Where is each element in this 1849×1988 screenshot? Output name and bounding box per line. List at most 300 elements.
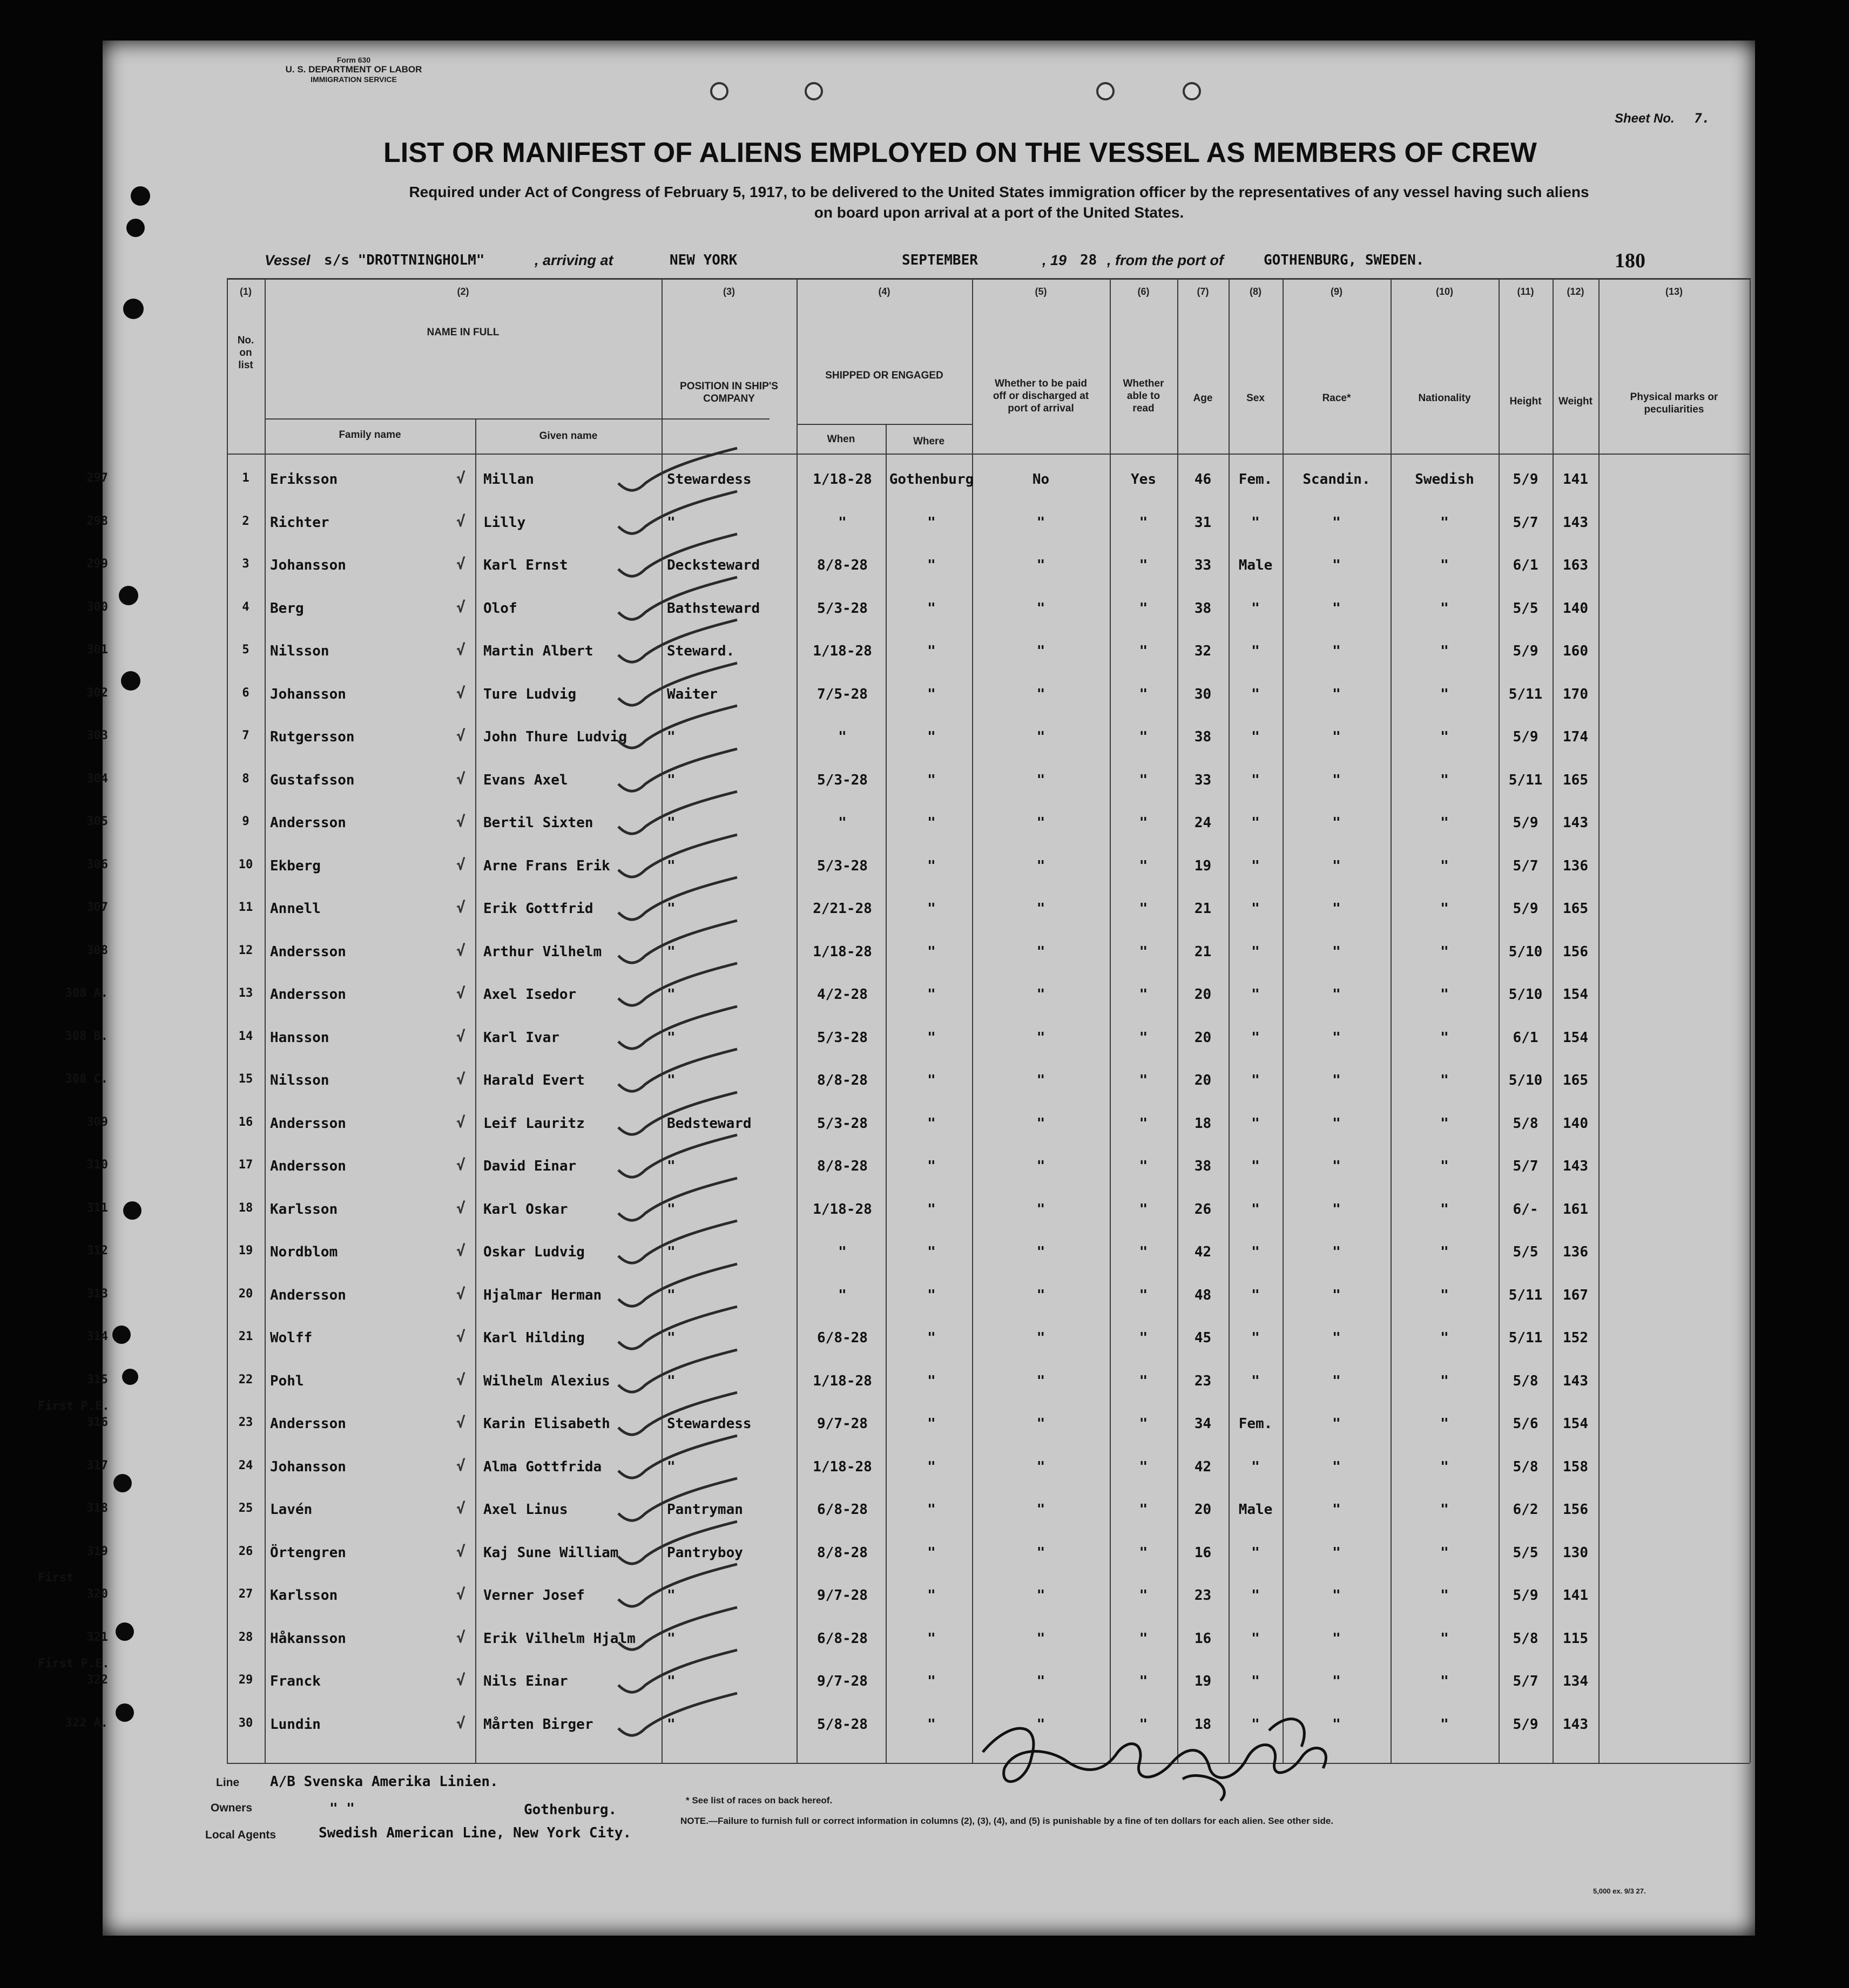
footer-owners-city: Gothenburg. [524,1802,617,1818]
row-sex: " [1251,1544,1260,1561]
row-where: " [927,986,936,1003]
row-race: " [1332,1502,1341,1518]
row-when: 8/8-28 [817,1544,868,1561]
row-sex: " [1251,1458,1260,1475]
row-race: " [1332,686,1341,702]
row-family-name: Gustafsson [270,772,355,788]
row-list-number: 16 [238,1115,253,1129]
column-number: (11) [1517,286,1534,297]
row-nationality: " [1440,1630,1449,1647]
row-position: " [667,1244,676,1260]
row-able-to-read: " [1139,557,1148,573]
row-position: " [667,1072,676,1088]
row-when: " [838,815,847,831]
row-nationality: " [1440,943,1449,960]
row-able-to-read: " [1139,1544,1148,1561]
row-family-name: Örtengren [270,1544,346,1561]
row-height: 5/11 [1508,686,1543,702]
check-mark [608,1261,748,1310]
year-suffix: 28 [1080,252,1097,268]
check-mark [608,961,748,1009]
row-position: " [667,1716,676,1733]
row-able-to-read: " [1139,1244,1148,1260]
row-family-name: Johansson [270,557,346,573]
check-mark [608,1476,748,1524]
row-family-name: Lavén [270,1502,313,1518]
check-mark [608,445,748,494]
col-header-sex: Sex [1246,393,1265,404]
row-list-number: 27 [238,1587,253,1601]
row-height: 5/8 [1513,1372,1538,1389]
row-height: 5/8 [1513,1630,1538,1647]
row-able-to-read: " [1139,1716,1148,1733]
row-list-number: 7 [242,729,249,742]
tick-mark: √ [456,1585,465,1603]
col-header-race: Race* [1322,393,1351,404]
row-paid-off: " [1036,729,1045,745]
row-age: 46 [1194,471,1212,488]
row-race: " [1332,643,1341,659]
col-header-family-name: Family name [339,429,401,441]
tick-mark: √ [456,1113,465,1131]
row-weight: 160 [1563,643,1588,659]
row-able-to-read: " [1139,1587,1148,1604]
row-age: 26 [1194,1201,1212,1218]
row-sex: " [1251,1115,1260,1132]
row-paid-off: " [1036,1502,1045,1518]
tick-mark: √ [456,512,465,530]
row-sex: " [1251,1330,1260,1346]
table-header-border [227,454,1750,455]
row-age: 21 [1194,943,1212,960]
row-ref-number: 320 [86,1587,108,1601]
row-height: 5/8 [1513,1458,1538,1475]
table-row [86,1540,1750,1584]
row-position: Bedsteward [667,1115,752,1132]
row-position: " [667,1158,676,1174]
row-nationality: " [1440,1716,1449,1733]
row-position: " [667,1029,676,1046]
row-when: 9/7-28 [817,1416,868,1432]
row-sex: " [1251,1673,1260,1689]
row-when: 6/8-28 [817,1630,868,1647]
binder-hole [126,219,145,237]
row-sex: " [1251,1716,1260,1733]
punch-hole [710,82,728,100]
row-age: 48 [1194,1287,1212,1303]
row-sex: " [1251,643,1260,659]
row-when: 5/3-28 [817,1115,868,1132]
check-mark [608,574,748,623]
row-when: 1/18-28 [813,471,872,488]
row-where: " [927,1416,936,1432]
row-able-to-read: " [1139,1416,1148,1432]
row-age: 33 [1194,772,1212,788]
tick-mark: √ [456,1156,465,1174]
row-nationality: " [1440,643,1449,659]
row-position: " [667,986,676,1003]
row-weight: 143 [1563,514,1588,531]
check-mark [608,489,748,537]
tick-mark: √ [456,1328,465,1345]
form-header: Form 630 U. S. DEPARTMENT OF LABOR IMMIGRATION SERVICE [285,56,422,84]
row-race: " [1332,1458,1341,1475]
row-when: " [838,1244,847,1260]
table-row [86,467,1750,510]
row-nationality: " [1440,1458,1449,1475]
footer-owners-value: " " [329,1801,355,1817]
row-list-number: 4 [242,600,249,614]
row-age: 45 [1194,1330,1212,1346]
row-when: " [838,1287,847,1303]
row-paid-off: " [1036,557,1045,573]
row-able-to-read: " [1139,943,1148,960]
row-height: 5/10 [1508,986,1543,1003]
row-paid-off: " [1036,514,1045,531]
page-title: LIST OR MANIFEST OF ALIENS EMPLOYED ON THE VESSEL AS MEMBERS OF CREW [383,137,1537,168]
row-ref-number: 310 [86,1158,108,1172]
page-subtitle: Required under Act of Congress of February 5, 1917, to be delivered to the United States immigration officer by the representatives of any vessel having such aliens on board upon arrival at a port of the United States. [409,184,1589,221]
table-row [86,939,1750,983]
row-sex: " [1251,1587,1260,1604]
binder-hole [131,186,150,206]
row-able-to-read: " [1139,1287,1148,1303]
shipped-subheader-border [797,424,972,425]
col-header-when: When [827,434,855,445]
check-mark [608,1132,748,1181]
row-weight: 154 [1563,986,1588,1003]
row-paid-off: " [1036,1244,1045,1260]
row-ref-number: 311 [86,1201,108,1215]
row-given-name: Harald Evert [483,1072,585,1088]
footer-race-note: * See list of races on back hereof. [686,1795,833,1806]
row-weight: 130 [1563,1544,1588,1561]
footer-print-code: 5,000 ex. 9/3 27. [1593,1887,1646,1895]
tick-mark: √ [456,1414,465,1431]
row-when: 8/8-28 [817,1158,868,1174]
column-number: (10) [1435,286,1453,297]
row-when: 9/7-28 [817,1673,868,1689]
row-able-to-read: " [1139,1072,1148,1088]
tick-mark: √ [456,1070,465,1088]
row-position: Pantryboy [667,1544,743,1561]
row-height: 5/5 [1513,600,1538,617]
row-family-name: Andersson [270,943,346,960]
row-sex: " [1251,686,1260,702]
row-list-number: 14 [238,1029,253,1043]
row-family-name: Rutgersson [270,729,355,745]
row-list-number: 19 [238,1244,253,1257]
row-when: 5/8-28 [817,1716,868,1733]
row-age: 18 [1194,1716,1212,1733]
departure-port: GOTHENBURG, SWEDEN. [1264,252,1425,268]
row-ref-number: 317 [86,1458,108,1472]
row-race: " [1332,1330,1341,1346]
row-nationality: " [1440,1372,1449,1389]
row-ref-number: 305 [86,815,108,828]
row-nationality: " [1440,986,1449,1003]
row-able-to-read: " [1139,600,1148,617]
row-given-name: Karl Oskar [483,1201,568,1218]
row-weight: 143 [1563,1158,1588,1174]
row-where: Gothenburg [889,471,974,488]
tick-mark: √ [456,684,465,702]
row-able-to-read: " [1139,857,1148,874]
row-list-number: 6 [242,686,249,700]
table-row [38,1399,1750,1455]
row-family-name: Hansson [270,1029,329,1046]
footer-owners-label: Owners [211,1802,253,1814]
tick-mark: √ [456,1456,465,1475]
check-mark [608,660,748,709]
row-race: " [1332,1201,1341,1218]
row-given-name: Nils Einar [483,1673,568,1689]
row-sex: " [1251,901,1260,917]
row-ref-number: 308 [86,943,108,957]
tick-mark: √ [456,769,465,788]
row-family-name: Berg [270,600,304,617]
row-ref-number: 316 [86,1416,108,1429]
row-family-name: Pohl [270,1372,304,1389]
manifest-sheet [38,40,1755,1936]
row-height: 5/8 [1513,1115,1538,1132]
row-able-to-read: " [1139,1158,1148,1174]
row-given-name: Verner Josef [483,1587,585,1604]
check-mark [608,1347,748,1396]
row-where: " [927,557,936,573]
row-paid-off: " [1036,1158,1045,1174]
row-position: " [667,729,676,745]
row-position: " [667,815,676,831]
row-family-name: Karlsson [270,1201,338,1218]
row-ref-number: 308 C. [65,1072,108,1086]
row-nationality: Swedish [1415,471,1474,488]
row-sex: " [1251,1029,1260,1046]
row-given-name: Arthur Vilhelm [483,943,602,960]
row-weight: 141 [1563,471,1588,488]
row-where: " [927,901,936,917]
row-list-number: 24 [238,1458,253,1472]
row-given-name: David Einar [483,1158,577,1174]
row-paid-off: " [1036,1458,1045,1475]
tick-mark: √ [456,1027,465,1045]
row-height: 5/9 [1513,1587,1538,1604]
row-list-number: 12 [238,943,253,957]
row-ref-number: 301 [86,643,108,657]
row-given-name: Millan [483,471,534,488]
row-ref-number: 299 [86,557,108,571]
row-list-number: 1 [242,471,249,485]
tick-mark: √ [456,727,465,745]
row-where: " [927,514,936,531]
row-where: " [927,1330,936,1346]
row-paid-off: " [1036,1544,1045,1561]
row-height: 5/7 [1513,1673,1538,1689]
row-height: 5/11 [1508,1287,1543,1303]
check-mark [608,1390,748,1438]
column-number: (9) [1331,286,1342,297]
table-row [65,982,1750,1025]
check-mark [608,789,748,837]
row-list-number: 29 [238,1673,253,1687]
check-mark [608,1561,748,1610]
row-family-name: Nilsson [270,1072,329,1088]
row-list-number: 23 [238,1416,253,1429]
check-mark [608,1004,748,1052]
column-number: (1) [240,286,252,297]
row-where: " [927,943,936,960]
row-when: 6/8-28 [817,1330,868,1346]
row-able-to-read: " [1139,986,1148,1003]
row-height: 5/5 [1513,1244,1538,1260]
from-port-label: , from the port of [1107,252,1224,268]
row-where: " [927,1372,936,1389]
check-mark [608,875,748,923]
row-list-number: 3 [242,557,249,571]
row-race: Scandin. [1303,471,1371,488]
row-nationality: " [1440,1115,1449,1132]
row-age: 42 [1194,1244,1212,1260]
row-sex: " [1251,1630,1260,1647]
table-row [65,1025,1750,1069]
table-row [86,510,1750,553]
arrival-port: NEW YORK [670,252,738,268]
footer-line-label: Line [216,1776,240,1789]
row-when: 1/18-28 [813,643,872,659]
col-header-weight: Weight [1558,396,1592,407]
row-paid-off: " [1036,1029,1045,1046]
tick-mark: √ [456,1628,465,1646]
tick-mark: √ [456,641,465,659]
row-when: " [838,729,847,745]
col-header-nationality: Nationality [1418,393,1471,404]
row-when: 7/5-28 [817,686,868,702]
row-nationality: " [1440,815,1449,831]
row-where: " [927,815,936,831]
row-weight: 174 [1563,729,1588,745]
row-position: Stewardess [667,1416,752,1432]
row-position: " [667,1201,676,1218]
row-weight: 163 [1563,557,1588,573]
row-weight: 170 [1563,686,1588,702]
table-row [86,854,1750,897]
row-family-name: Andersson [270,1158,346,1174]
vessel-label: Vessel [265,252,311,268]
row-height: 5/9 [1513,729,1538,745]
row-weight: 136 [1563,1244,1588,1260]
row-paid-off: " [1036,1673,1045,1689]
col-header-shipped: SHIPPED OR ENGAGED [825,370,943,381]
row-when: 1/18-28 [813,1201,872,1218]
tick-mark: √ [456,1242,465,1260]
row-where: " [927,1158,936,1174]
row-able-to-read: " [1139,1115,1148,1132]
officer-signature [967,1687,1453,1811]
row-weight: 143 [1563,1372,1588,1389]
row-ref-note: First [38,1571,74,1585]
row-race: " [1332,1072,1341,1088]
row-able-to-read: " [1139,772,1148,788]
row-list-number: 11 [238,901,253,914]
row-when: 1/18-28 [813,1372,872,1389]
tick-mark: √ [456,855,465,874]
row-family-name: Andersson [270,1287,346,1303]
row-ref-number: 313 [86,1287,108,1301]
row-age: 20 [1194,1072,1212,1088]
row-height: 5/10 [1508,943,1543,960]
row-able-to-read: " [1139,1458,1148,1475]
row-position: Stewardess [667,471,752,488]
check-mark [608,1691,748,1739]
row-where: " [927,1201,936,1218]
col-header-age: Age [1193,393,1213,404]
row-where: " [927,729,936,745]
row-height: 5/7 [1513,857,1538,874]
row-able-to-read: " [1139,1502,1148,1518]
row-where: " [927,600,936,617]
row-nationality: " [1440,1673,1449,1689]
row-age: 23 [1194,1372,1212,1389]
row-age: 32 [1194,643,1212,659]
row-when: 5/3-28 [817,857,868,874]
row-ref-number: 309 [86,1115,108,1129]
row-where: " [927,857,936,874]
row-position: Decksteward [667,557,760,573]
row-race: " [1332,1716,1341,1733]
row-position: " [667,514,676,531]
row-given-name: Alma Gottfrida [483,1458,602,1475]
row-where: " [927,1630,936,1647]
row-age: 20 [1194,1502,1212,1518]
row-ref-number: 322 [86,1673,108,1687]
row-sex: " [1251,943,1260,960]
check-mark [608,1218,748,1267]
row-able-to-read: " [1139,1330,1148,1346]
row-able-to-read: " [1139,729,1148,745]
table-row [86,1369,1750,1412]
row-given-name: Oskar Ludvig [483,1244,585,1260]
row-list-number: 8 [242,772,249,786]
row-given-name: Arne Frans Erik [483,857,610,874]
row-position: Bathsteward [667,600,760,617]
row-nationality: " [1440,1544,1449,1561]
row-age: 16 [1194,1630,1212,1647]
row-weight: 136 [1563,857,1588,874]
row-race: " [1332,557,1341,573]
col-header-read: Whether able to read [1123,378,1164,414]
row-age: 38 [1194,1158,1212,1174]
col-header-given-name: Given name [539,430,598,442]
binder-hole [123,299,144,319]
row-weight: 154 [1563,1029,1588,1046]
row-ref-number: 321 [86,1630,108,1644]
row-family-name: Ekberg [270,857,321,874]
row-ref-number: 319 [86,1544,108,1558]
row-ref-number: 318 [86,1502,108,1515]
table-row [86,1626,1750,1669]
row-position: " [667,901,676,917]
row-given-name: Bertil Sixten [483,815,593,831]
check-mark [608,832,748,881]
row-family-name: Andersson [270,1416,346,1432]
row-race: " [1332,1158,1341,1174]
row-sex: " [1251,600,1260,617]
row-age: 20 [1194,1029,1212,1046]
row-nationality: " [1440,1072,1449,1088]
row-age: 31 [1194,514,1212,531]
row-given-name: Axel Isedor [483,986,577,1003]
row-ref-number: 308 B. [65,1029,108,1043]
